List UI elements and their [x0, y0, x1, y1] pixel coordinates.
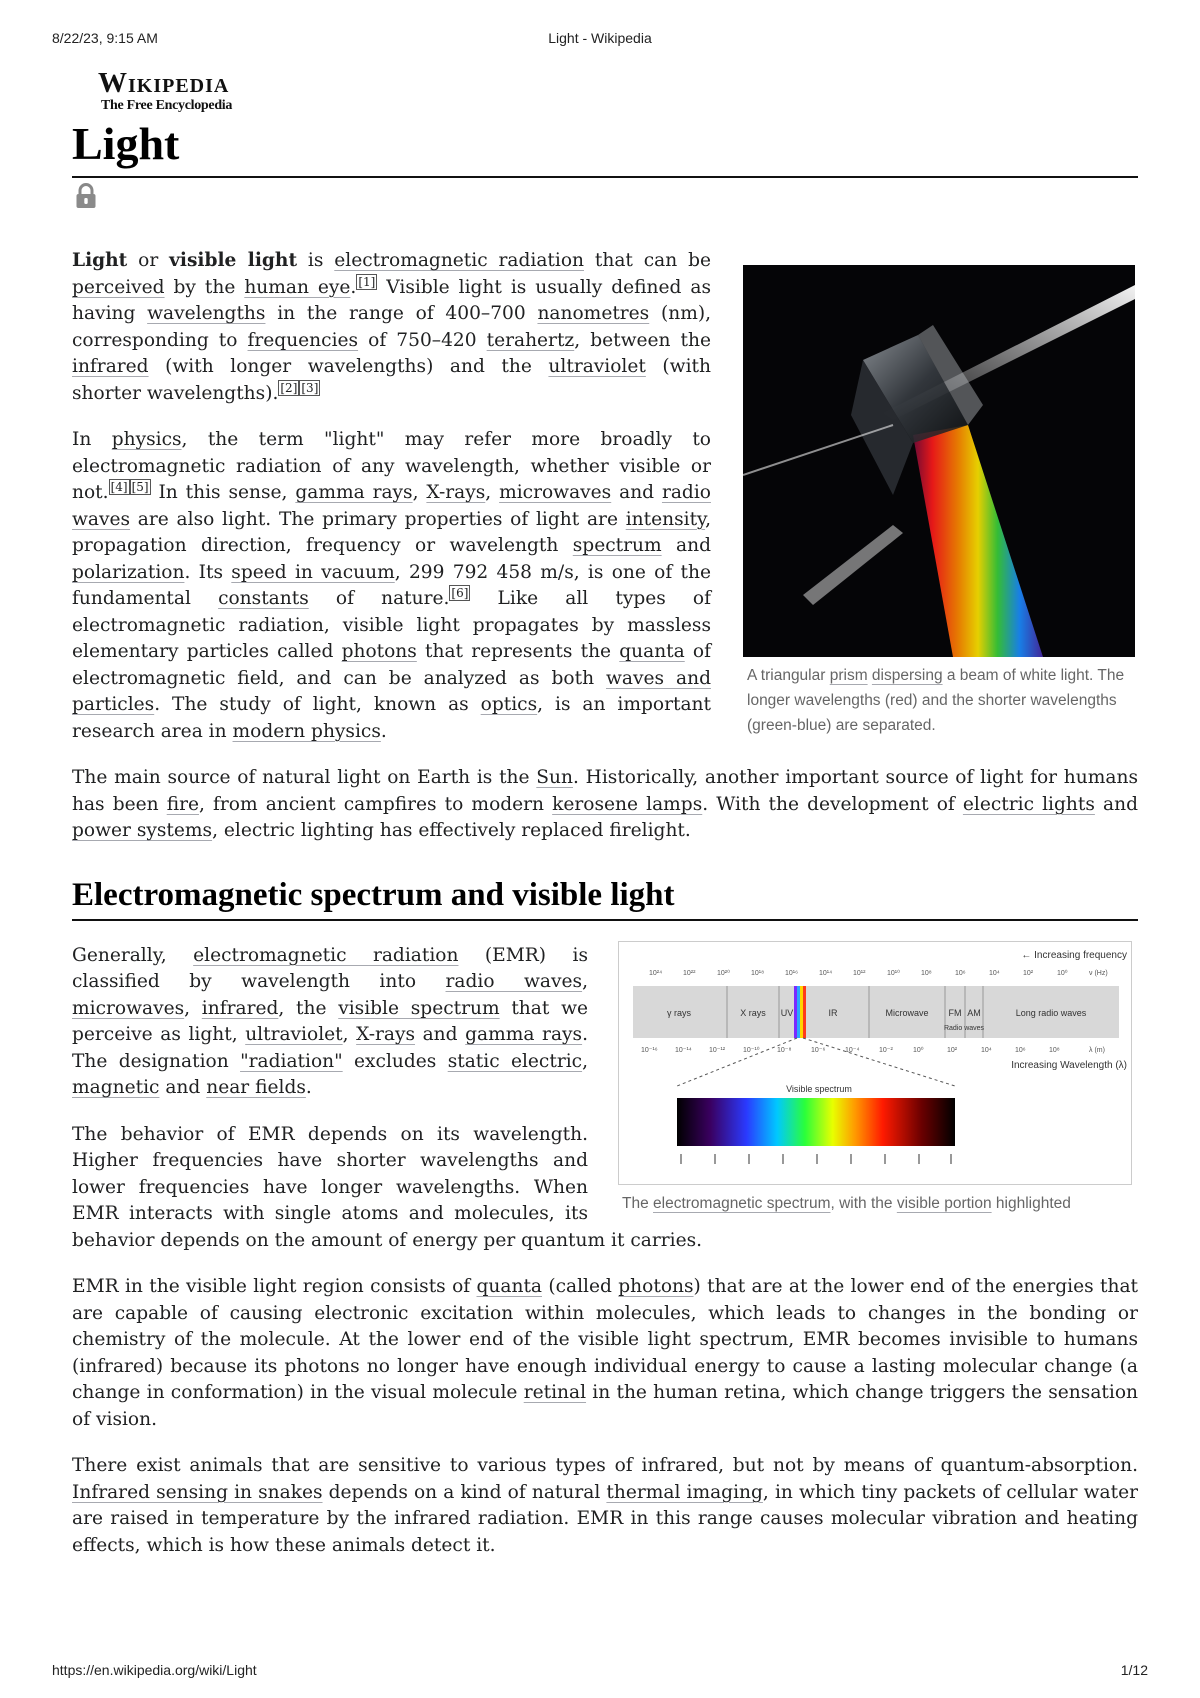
svg-text:10⁻⁶: 10⁻⁶ [811, 1046, 826, 1054]
svg-text:10¹²: 10¹² [853, 969, 866, 977]
svg-text:10⁻⁸: 10⁻⁸ [777, 1046, 792, 1054]
intro-paragraph-3: The main source of natural light on Earth is the Sun. Historically, another important source of light for humans has been fire, from ancient campfires to modern kerosene lamps. With the development of electric lights and power systems, electric lighting has effectively replaced firelight. [72, 767, 1138, 841]
link-physics[interactable]: physics [111, 429, 182, 450]
print-url: https://en.wikipedia.org/wiki/Light [52, 1662, 257, 1678]
radio-waves-label: Radio waves [943, 1024, 985, 1032]
link-power-systems[interactable]: power systems [72, 820, 213, 841]
svg-text:10⁻¹²: 10⁻¹² [709, 1046, 726, 1054]
link-waves-and-particles[interactable]: waves and particles [72, 667, 711, 715]
link-radio-waves[interactable]: radio waves [72, 482, 711, 530]
increasing-wavelength-label: Increasing Wavelength (λ) [1011, 1059, 1127, 1071]
visible-spectrum-label: Visible spectrum [786, 1083, 852, 1094]
link-optics[interactable]: optics [480, 694, 538, 715]
svg-text:10²: 10² [947, 1046, 958, 1054]
logo-wordmark: Wikipedia [98, 67, 230, 99]
link-infrared-sensing-in-snakes[interactable]: Infrared sensing in snakes [72, 1481, 323, 1503]
svg-text:10²⁴: 10²⁴ [649, 969, 663, 977]
svg-text:λ (m): λ (m) [1089, 1046, 1105, 1054]
link-nanometres[interactable]: nanometres [537, 303, 650, 324]
intro-paragraph-1: Light or visible light is electromagnetic radiation that can be perceived by the human eye. [1] Visible light is usually defined as having wavelengths in the range of 400–700 nanometres (nm), corresponding to frequencies of 750–420 terahertz, between the infrared (with longer wavelengths) and the ultraviolet (with shorter wavelengths). [2] [3] [72, 250, 711, 404]
increasing-frequency-label: ← Increasing frequency [1021, 949, 1127, 961]
link-thermal-imaging[interactable]: thermal imaging [606, 1481, 763, 1503]
long-radio-waves-label: Long radio waves [1015, 1007, 1087, 1018]
prism-caption: A triangular prism dispersing a beam of white light. The longer wavelengths (red) and the shorter wavelengths (green-blue) are separated. [747, 667, 1125, 734]
print-page-number: 1/12 [1120, 1662, 1148, 1678]
link-radiation[interactable]: "radiation" [240, 1050, 343, 1072]
link-ultraviolet-2[interactable]: ultraviolet [245, 1024, 343, 1045]
link-radio-waves-2[interactable]: radio waves [445, 971, 583, 992]
frequency-tick-marks [649, 969, 1108, 977]
svg-text:10¹⁴: 10¹⁴ [819, 969, 833, 977]
visible-ticks [681, 1154, 951, 1164]
intro-paragraph-2: In physics, the term "light" may refer more broadly to electromagnetic radiation of any wavelength, whether visible or not. [4] [5] In this sense, gamma rays, X-rays, microwaves and radio waves are also light. The primary properties of light are intensity, propagation direction, frequency or wavelength spectrum and polarization. Its speed in vacuum, 299 792 458 m/s, is one of the fundamental constants of nature. [6] Like all types of electromagnetic radiation, visible light propagates by massless elementary particles called photons that represents the quanta of electromagnetic field, and can be analyzed as both waves and particles. The study of light, known as optics, is an important research area in modern physics. [72, 429, 712, 742]
link-retinal[interactable]: retinal [523, 1382, 587, 1403]
svg-text:10⁻⁴: 10⁻⁴ [845, 1046, 860, 1054]
svg-text:10¹⁰: 10¹⁰ [887, 969, 900, 977]
em-paragraph-2: The behavior of EMR depends on its wavelength. Higher frequencies have shorter wavelengths and lower frequencies have longer wavelengths. When EMR interacts with single atoms and molecules, its behavior depends on the amount of energy per quantum it carries. [72, 1123, 703, 1251]
am-label: AM [967, 1007, 981, 1018]
link-infrared[interactable]: infrared [72, 356, 149, 377]
link-microwaves[interactable]: microwaves [499, 482, 612, 503]
ref-5[interactable]: [5] [131, 480, 149, 494]
link-constants[interactable]: constants [218, 588, 309, 609]
svg-text:10²²: 10²² [683, 969, 696, 977]
link-x-rays-2[interactable]: X-rays [356, 1024, 416, 1045]
em-spectrum-diagram[interactable] [618, 941, 1132, 1185]
link-prism[interactable]: prism [829, 667, 868, 684]
lock-icon[interactable] [72, 182, 100, 210]
visible-zoom-lines [677, 1038, 955, 1086]
link-spectrum[interactable]: spectrum [572, 535, 662, 556]
em-paragraph-1: Generally, electromagnetic radiation (EMR) is classified by wavelength into radio waves, microwaves, infrared, the visible spectrum that we perceive as light, ultraviolet, X-rays and gamma rays. The designation "radiation" excludes static electric, magnetic and near fields. [72, 944, 588, 1098]
link-static-electric[interactable]: static electric [447, 1050, 583, 1072]
em-spectrum-caption: The electromagnetic spectrum, with the visible portion highlighted [622, 1194, 1071, 1212]
em-paragraph-4: There exist animals that are sensitive to various types of infrared, but not by means of quantum-absorption. Infrared sensing in snakes depends on a kind of natural thermal imaging, in which tiny packets of cellular water are raised in temperature by the infrared radiation. EMR in this range causes molecular vibration and heating effects, which is how these animals detect it. [72, 1455, 1138, 1556]
svg-text:10¹⁸: 10¹⁸ [751, 969, 765, 977]
link-perceived[interactable]: perceived [72, 276, 165, 298]
link-speed-in-vacuum[interactable]: speed in vacuum [231, 561, 395, 583]
uv-label: UV [780, 1007, 794, 1018]
svg-text:10⁻²: 10⁻² [879, 1046, 893, 1054]
link-quanta-2[interactable]: quanta [476, 1276, 542, 1297]
svg-text:10²: 10² [1023, 969, 1034, 977]
ref-6[interactable]: [6] [451, 586, 469, 600]
link-frequencies[interactable]: frequencies [247, 329, 359, 351]
print-header [52, 30, 1148, 50]
ref-2[interactable]: [2] [280, 380, 298, 395]
link-ultraviolet[interactable]: ultraviolet [548, 356, 646, 377]
link-gamma-rays-2[interactable]: gamma rays [465, 1024, 583, 1045]
link-polarization[interactable]: polarization [72, 561, 185, 583]
svg-text:10⁻¹⁴: 10⁻¹⁴ [675, 1046, 692, 1054]
link-fire[interactable]: fire [166, 793, 199, 815]
svg-text:10⁻¹⁰: 10⁻¹⁰ [743, 1046, 760, 1054]
link-magnetic[interactable]: magnetic [72, 1077, 160, 1098]
svg-text:10⁸: 10⁸ [1049, 1046, 1060, 1054]
svg-text:10⁴: 10⁴ [989, 969, 1000, 977]
link-human-eye[interactable]: human eye [244, 276, 351, 298]
visible-spectrum-bar [677, 1098, 955, 1146]
fm-label: FM [948, 1007, 962, 1018]
title-divider [72, 176, 1138, 178]
gamma-rays-label: γ rays [666, 1007, 692, 1018]
link-near-fields[interactable]: near fields [206, 1077, 306, 1098]
link-modern-physics[interactable]: modern physics [232, 720, 381, 742]
x-rays-label: X rays [740, 1007, 766, 1018]
print-datetime: 8/22/23, 9:15 AM [52, 30, 158, 46]
link-electromagnetic-radiation-2[interactable]: electromagnetic radiation [193, 944, 459, 966]
svg-text:ν (Hz): ν (Hz) [1089, 969, 1108, 977]
svg-text:10¹⁶: 10¹⁶ [785, 969, 798, 977]
logo-tagline: The Free Encyclopedia [101, 98, 233, 113]
wikipedia-logo[interactable] [98, 68, 268, 114]
svg-text:10⁰: 10⁰ [1057, 969, 1068, 977]
link-photons-2[interactable]: photons [618, 1276, 694, 1297]
microwave-label: Microwave [885, 1007, 929, 1018]
link-terahertz[interactable]: terahertz [486, 329, 575, 351]
link-kerosene-lamps[interactable]: kerosene lamps [552, 793, 703, 815]
svg-text:10⁴: 10⁴ [981, 1046, 992, 1054]
link-gamma-rays[interactable]: gamma rays [295, 482, 413, 503]
print-footer [52, 1662, 1148, 1682]
article-content [72, 248, 1138, 1579]
prism-figure [743, 265, 1138, 738]
link-visible-spectrum[interactable]: visible spectrum [338, 997, 500, 1019]
ref-3[interactable]: [3] [301, 380, 319, 395]
svg-text:10²⁰: 10²⁰ [717, 969, 730, 977]
ref-4[interactable]: [4] [110, 480, 128, 494]
ref-1[interactable]: [1] [358, 274, 376, 289]
print-page-title: Light - Wikipedia [548, 30, 652, 46]
link-wavelengths[interactable]: wavelengths [147, 303, 266, 324]
svg-text:10⁻¹⁶: 10⁻¹⁶ [641, 1046, 658, 1054]
link-sun[interactable]: Sun [536, 767, 573, 788]
svg-text:10⁸: 10⁸ [921, 969, 932, 977]
svg-text:10⁰: 10⁰ [913, 1046, 924, 1054]
link-quanta[interactable]: quanta [619, 641, 685, 662]
page-title: Light [72, 118, 180, 169]
em-paragraph-3: EMR in the visible light region consists of quanta (called photons) that are at the lower end of the energies that are capable of causing electronic excitation within molecules, which leads to changes in the bonding or chemistry of the molecule. At the lower end of the visible light spectrum, EMR becomes invisible to humans (infrared) because its photons no longer have enough individual energy to cause a lasting molecular change (a change in conformation) in the visual molecule retinal in the human retina, which change triggers the sensation of vision. [72, 1276, 1138, 1430]
link-x-rays[interactable]: X-rays [426, 482, 486, 503]
link-electromagnetic-radiation[interactable]: electromagnetic radiation [334, 250, 584, 271]
link-visible-portion[interactable]: visible portion [896, 1194, 992, 1212]
svg-text:10⁶: 10⁶ [955, 969, 966, 977]
section-heading-em-spectrum: Electromagnetic spectrum and visible light [72, 875, 1138, 921]
link-dispersing[interactable]: dispersing [871, 667, 943, 684]
em-spectrum-figure [618, 941, 1138, 1216]
link-intensity[interactable]: intensity [625, 508, 706, 530]
svg-text:10⁶: 10⁶ [1015, 1046, 1026, 1054]
wavelength-tick-marks [641, 1046, 1105, 1054]
ir-label: IR [828, 1007, 838, 1018]
link-electromagnetic-spectrum[interactable]: electromagnetic spectrum [653, 1194, 831, 1212]
link-photons[interactable]: photons [341, 641, 417, 662]
link-infrared-2[interactable]: infrared [201, 997, 279, 1019]
link-electric-lights[interactable]: electric lights [962, 793, 1095, 815]
link-microwaves-2[interactable]: microwaves [72, 997, 185, 1019]
prism-image[interactable] [743, 265, 1135, 657]
